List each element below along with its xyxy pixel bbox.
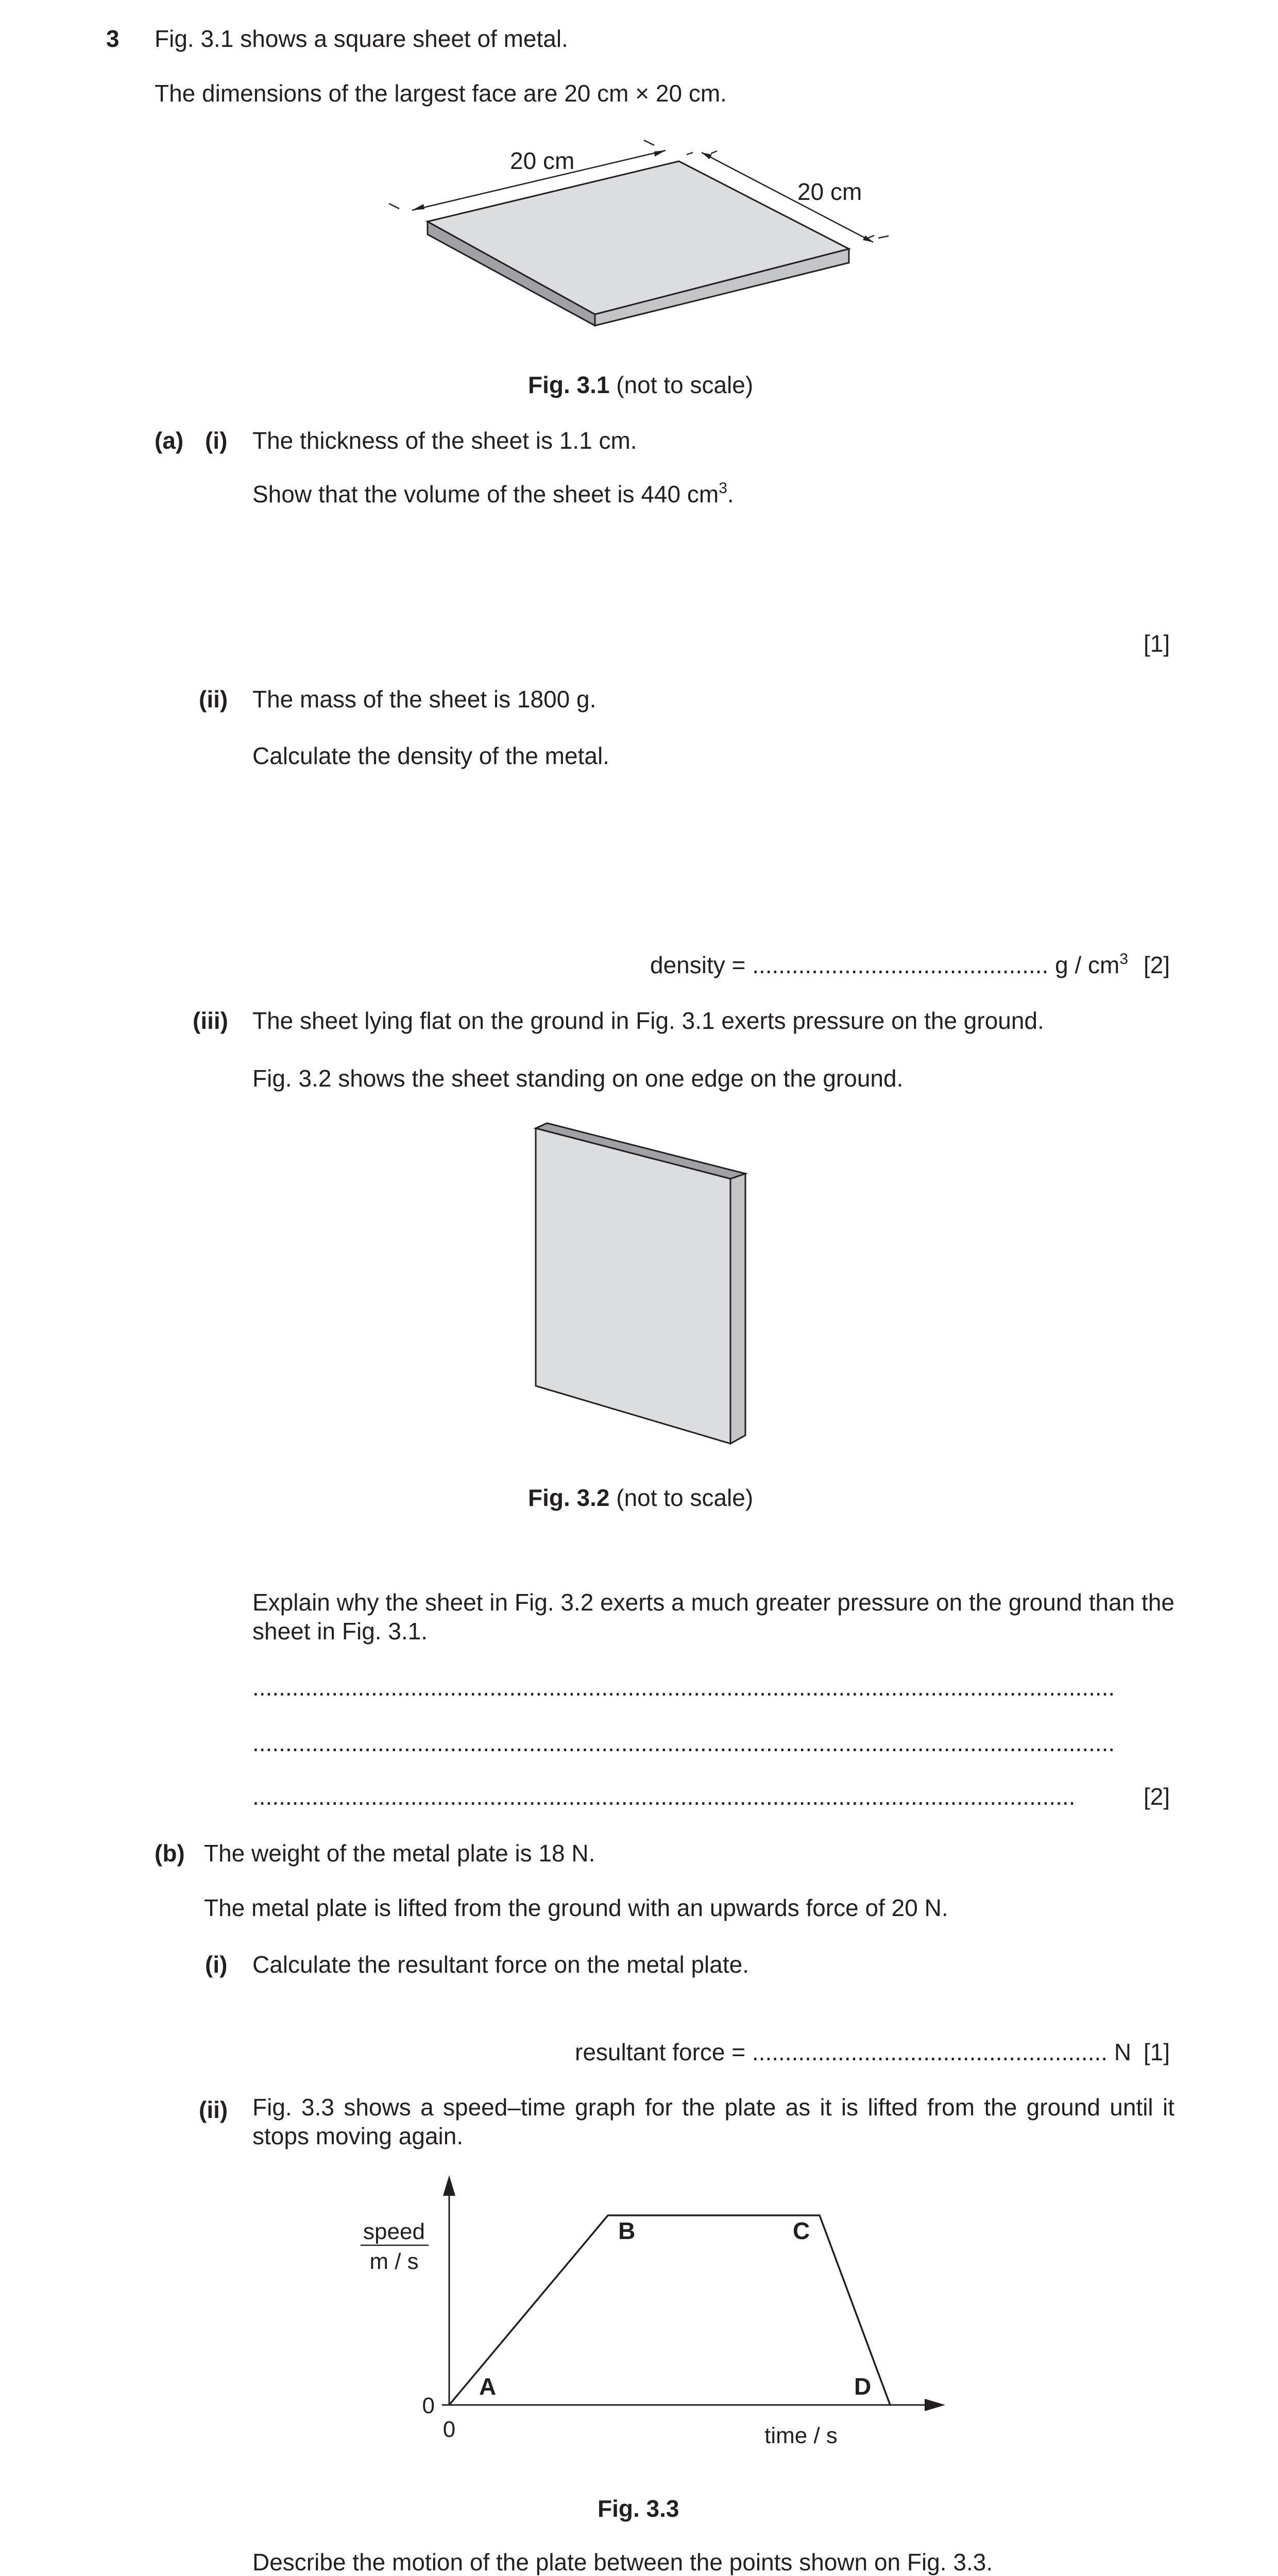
dimension-label-right: 20 cm (797, 178, 862, 205)
fig-3-1-caption (528, 373, 753, 397)
part-a-label: (a) (155, 427, 184, 454)
describe-question: Describe the motion of the plate between the points shown on Fig. 3.3. (252, 2549, 993, 2575)
part-b-ii-text: Fig. 3.3 shows a speed–time graph for the plate as it is lifted from the ground until it stops moving again. (252, 2094, 1174, 2149)
part-a-iii-text-1: The sheet lying flat on the ground in Fig. 3.1 exerts pressure on the ground. (252, 1007, 1044, 1034)
part-b-label: (b) (155, 1840, 185, 1867)
part-a-ii-label: (ii) (199, 686, 228, 713)
y-origin-label: 0 (422, 2393, 435, 2418)
resultant-force-answer-line (575, 2040, 1131, 2064)
y-axis-label-bottom: m / s (369, 2249, 419, 2274)
x-origin-label: 0 (442, 2417, 456, 2442)
part-a-i-text-2-sup: 3 (719, 480, 727, 497)
part-a-ii-text-2: Calculate the density of the metal. (252, 742, 609, 769)
fig-3-1-caption-rest: (not to scale) (609, 371, 754, 398)
point-label-a: A (479, 2373, 497, 2400)
part-a-i-text-2-main: Show that the volume of the sheet is 440 cm (252, 481, 719, 507)
part-a-ii-text-1: The mass of the sheet is 1800 g. (252, 686, 597, 713)
figure-3-1 (376, 131, 891, 337)
x-axis-label: time / s (764, 2423, 838, 2448)
point-label-c: C (793, 2217, 810, 2244)
part-b-i-label: (i) (205, 1951, 228, 1978)
fig-3-2-caption (528, 1486, 753, 1510)
part-b-text-1: The weight of the metal plate is 18 N. (204, 1840, 595, 1867)
question-number: 3 (106, 25, 120, 52)
part-b-i-marks: [1] (1144, 2039, 1170, 2065)
part-a-ii-marks: [2] (1144, 952, 1170, 978)
fig-3-2-caption-bold: Fig. 3.2 (528, 1484, 610, 1511)
part-a-i-label: (i) (205, 427, 228, 454)
density-answer-label: density = (650, 952, 753, 978)
fig-3-3-caption-bold: Fig. 3.3 (598, 2495, 679, 2522)
part-b-ii-label: (ii) (199, 2096, 228, 2123)
point-label-b: B (618, 2217, 636, 2244)
density-answer-unit-sup: 3 (1119, 951, 1129, 968)
part-a-iii-text-2: Fig. 3.2 shows the sheet standing on one edge on the ground. (252, 1065, 904, 1092)
fig-3-2-caption-rest: (not to scale) (609, 1484, 754, 1511)
intro-line-2: The dimensions of the largest face are 20 cm × 20 cm. (155, 80, 727, 107)
answer-line-3[interactable]: ............................................................................................................................. (252, 1785, 1076, 1808)
part-b-text-2: The metal plate is lifted from the ground with an upwards force of 20 N. (204, 1894, 948, 1921)
part-a-i-text-2 (252, 482, 734, 506)
resultant-force-label: resultant force = (575, 2039, 752, 2065)
explain-question: Explain why the sheet in Fig. 3.2 exerts a much greater pressure on the ground than the sheet in Fig. 3.1. (252, 1589, 1174, 1645)
x-axis-arrow (925, 2399, 945, 2411)
sheet-face (536, 1128, 730, 1444)
density-answer-unit: g / cm (1048, 952, 1120, 978)
part-a-i-marks: [1] (1144, 630, 1170, 657)
dimension-label-left: 20 cm (510, 147, 575, 174)
answer-line-2[interactable]: ................................................................................................................................... (252, 1731, 1115, 1755)
point-label-d: D (854, 2373, 872, 2400)
density-answer-line (650, 953, 1128, 977)
speed-time-graph (340, 2164, 958, 2463)
density-answer-dots[interactable]: ............................................. (752, 952, 1049, 978)
figure-3-2 (525, 1118, 752, 1453)
sheet-edge-side (730, 1174, 745, 1444)
part-b-i-text: Calculate the resultant force on the metal plate. (252, 1951, 749, 1978)
resultant-force-dots[interactable]: ...................................................... (752, 2039, 1108, 2065)
part-a-i-text-2-end: . (727, 481, 734, 507)
intro-line-1: Fig. 3.1 shows a square sheet of metal. (155, 25, 568, 52)
answer-line-1[interactable]: ................................................................................................................................... (252, 1675, 1115, 1699)
part-a-iii-marks: [2] (1144, 1783, 1170, 1810)
part-a-i-text-1: The thickness of the sheet is 1.1 cm. (252, 427, 637, 454)
resultant-force-unit: N (1107, 2039, 1132, 2065)
fig-3-3-caption (598, 2497, 679, 2520)
y-axis-label-top: speed (363, 2219, 425, 2244)
fig-3-1-caption-bold: Fig. 3.1 (528, 371, 610, 398)
part-a-iii-label: (iii) (193, 1007, 228, 1034)
y-axis-arrow (443, 2175, 455, 2196)
speed-series-line (449, 2215, 890, 2405)
sheet-top-face (428, 161, 849, 314)
